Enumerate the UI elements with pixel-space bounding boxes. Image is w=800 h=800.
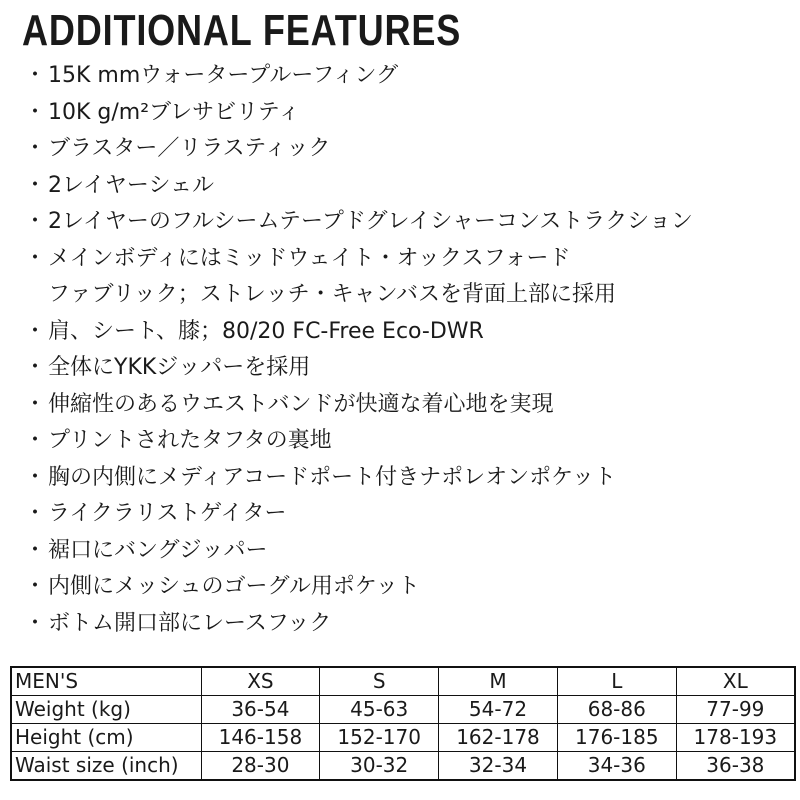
bullet: ・ <box>23 245 46 271</box>
row-label-height: Height (cm) <box>11 724 201 752</box>
feature-item <box>22 387 790 424</box>
feature-text: 全体にYKKジッパーを採用 <box>48 355 311 380</box>
bullet: ・ <box>23 501 46 526</box>
bullet: ・ <box>23 391 46 417</box>
table-cell: 77-99 <box>676 696 795 724</box>
table-cell: 45-63 <box>320 696 439 724</box>
bullet: ・ <box>23 136 46 161</box>
feature-text: 2レイヤーシェル <box>48 172 215 198</box>
table-cell: 146-158 <box>201 724 320 752</box>
feature-text: メインボディにはミッドウェイト・オックスフォード ファブリック；ストレッチ・キャンバスを背面上部に採用 <box>48 245 617 307</box>
bullet: ・ <box>23 63 46 88</box>
feature-item <box>22 168 790 205</box>
feature-text: 肩、シート、膝；80/20 FC-Free Eco-DWR <box>48 318 484 344</box>
table-row-waist <box>11 752 795 781</box>
feature-list <box>22 58 790 642</box>
feature-item <box>22 95 790 132</box>
header-cell-m: M <box>439 667 558 696</box>
feature-item <box>22 423 790 460</box>
header-cell-xl: XL <box>676 667 795 696</box>
header-cell-mens: MEN'S <box>11 667 201 696</box>
table-cell: 68-86 <box>557 696 676 724</box>
feature-text: プリントされたタフタの裏地 <box>48 428 332 453</box>
bullet: ・ <box>23 610 46 636</box>
feature-text: ライクラリストゲイター <box>48 501 287 526</box>
table-cell: 36-54 <box>201 696 320 724</box>
feature-text: 胸の内側にメディアコードポート付きナポレオンポケット <box>48 464 617 490</box>
table-cell: 32-34 <box>439 752 558 781</box>
feature-item <box>22 496 790 533</box>
feature-item <box>22 314 790 351</box>
feature-text: 内側にメッシュのゴーグル用ポケット <box>48 574 420 599</box>
bullet: ・ <box>23 172 46 198</box>
table-row-weight <box>11 696 795 724</box>
bullet: ・ <box>23 464 46 490</box>
header-cell-l: L <box>557 667 676 696</box>
table-cell: 178-193 <box>676 724 795 752</box>
feature-item <box>22 606 790 643</box>
feature-item <box>22 350 790 387</box>
page-title: ADDITIONAL FEATURES <box>22 6 462 55</box>
feature-text: 10K g/m²ブレサビリティ <box>48 99 300 125</box>
bullet: ・ <box>23 537 46 563</box>
table-cell: 54-72 <box>439 696 558 724</box>
row-label-weight: Weight (kg) <box>11 696 201 724</box>
feature-text: 伸縮性のあるウエストバンドが快適な着心地を実現 <box>48 391 554 417</box>
feature-item <box>22 58 790 95</box>
bullet: ・ <box>23 355 46 380</box>
feature-item <box>22 460 790 497</box>
feature-text: 2レイヤーのフルシームテープドグレイシャーコンストラクション <box>48 209 693 234</box>
bullet: ・ <box>23 209 46 234</box>
size-chart-table <box>10 666 796 781</box>
bullet: ・ <box>23 428 46 453</box>
feature-item <box>22 533 790 570</box>
table-cell: 34-36 <box>557 752 676 781</box>
table-cell: 152-170 <box>320 724 439 752</box>
table-cell: 36-38 <box>676 752 795 781</box>
table-cell: 30-32 <box>320 752 439 781</box>
row-label-waist: Waist size (inch) <box>11 752 201 781</box>
feature-item <box>22 204 790 241</box>
table-header-row <box>11 667 795 696</box>
table-cell: 176-185 <box>557 724 676 752</box>
header-cell-xs: XS <box>201 667 320 696</box>
header-cell-s: S <box>320 667 439 696</box>
table-cell: 162-178 <box>439 724 558 752</box>
bullet: ・ <box>23 574 46 599</box>
bullet: ・ <box>23 318 46 344</box>
feature-item <box>22 241 790 314</box>
table-row-height <box>11 724 795 752</box>
feature-text: ブラスター／リラスティック <box>48 136 331 161</box>
feature-text: ボトム開口部にレースフック <box>48 610 332 636</box>
table-cell: 28-30 <box>201 752 320 781</box>
feature-item <box>22 131 790 168</box>
feature-text: 裾口にバングジッパー <box>48 537 268 563</box>
bullet: ・ <box>23 99 46 125</box>
feature-text: 15K mmウォータープルーフィング <box>48 63 399 88</box>
feature-item <box>22 569 790 606</box>
